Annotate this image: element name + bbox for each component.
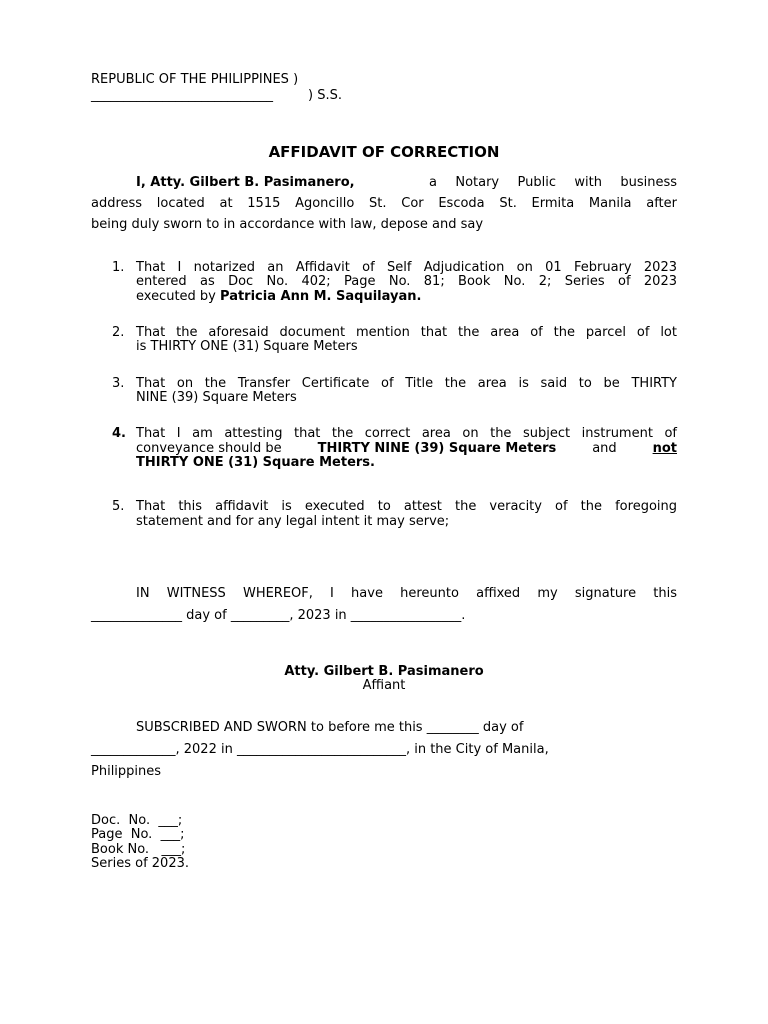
jurat-line-3: Philippines xyxy=(91,764,162,779)
item-1-line-1: That I notarized an Affidavit of Self Adjudication on 01 February 2023 xyxy=(136,260,677,275)
item-5-number: 5. xyxy=(112,499,125,514)
executor-name: Patricia Ann M. Saquilayan. xyxy=(220,289,422,304)
item-1-line-3 xyxy=(136,289,421,304)
item-3-line-2: NINE (39) Square Meters xyxy=(136,390,297,405)
item-4-line-1: That I am attesting that the correct area on the subject instrument of xyxy=(136,426,677,441)
intro-line-1-rest: a Notary Public with business xyxy=(429,175,677,190)
item-4-and: and xyxy=(588,441,621,456)
item-3-number: 3. xyxy=(112,376,125,391)
item-4-line-2 xyxy=(136,441,677,456)
item-4-line-2-prefix: conveyance should be xyxy=(136,441,286,456)
item-2-line-1: That the aforesaid document mention that the area of the parcel of lot xyxy=(136,325,677,340)
item-5-line-1: That this affidavit is executed to attest the veracity of the foregoing xyxy=(136,499,677,514)
item-4-number: 4. xyxy=(112,426,126,441)
notarial-page-no: Page No. ___; xyxy=(91,827,185,842)
venue-republic: REPUBLIC OF THE PHILIPPINES ) xyxy=(91,72,299,87)
item-2-number: 2. xyxy=(112,325,125,340)
affiant-name: Atty. Gilbert B. Pasimanero xyxy=(284,664,484,679)
affiant-intro-name: I, Atty. Gilbert B. Pasimanero, xyxy=(136,175,355,190)
notarial-series: Series of 2023. xyxy=(91,856,189,871)
venue-ss: ) S.S. xyxy=(308,88,342,103)
notarial-book-no: Book No. ___; xyxy=(91,842,186,857)
item-5-line-2: statement and for any legal intent it may serve; xyxy=(136,514,450,529)
item-1-number: 1. xyxy=(112,260,125,275)
not-emphasis: not xyxy=(652,441,677,456)
intro-line-1 xyxy=(136,175,355,190)
witness-line-2: ______________ day of _________, 2023 in _________________. xyxy=(91,608,466,623)
intro-line-3: being duly sworn to in accordance with law, depose and say xyxy=(91,217,484,232)
affiant-role: Affiant xyxy=(362,678,406,693)
item-3-line-1: That on the Transfer Certificate of Title the area is said to be THIRTY xyxy=(136,376,677,391)
intro-line-2: address located at 1515 Agoncillo St. Cor Escoda St. Ermita Manila after xyxy=(91,196,677,211)
item-4-line-3 xyxy=(136,455,375,470)
venue-blank-line: ____________________________ xyxy=(91,88,273,103)
jurat-line-1: SUBSCRIBED AND SWORN to before me this ________ day of xyxy=(136,720,524,735)
item-1-line-2: entered as Doc No. 402; Page No. 81; Book No. 2; Series of 2023 xyxy=(136,274,677,289)
jurat-line-2: _____________, 2022 in __________________________, in the City of Manila, xyxy=(91,742,549,757)
correct-area: THIRTY NINE (39) Square Meters xyxy=(317,441,557,456)
witness-line-1: IN WITNESS WHEREOF, I have hereunto affixed my signature this xyxy=(136,586,677,601)
item-1-line-3-prefix: executed by xyxy=(136,289,221,304)
notarial-doc-no: Doc. No. ___; xyxy=(91,813,183,828)
incorrect-area: THIRTY ONE (31) Square Meters. xyxy=(136,455,375,470)
document-title: AFFIDAVIT OF CORRECTION xyxy=(268,143,500,161)
item-2-line-2: is THIRTY ONE (31) Square Meters xyxy=(136,339,358,354)
